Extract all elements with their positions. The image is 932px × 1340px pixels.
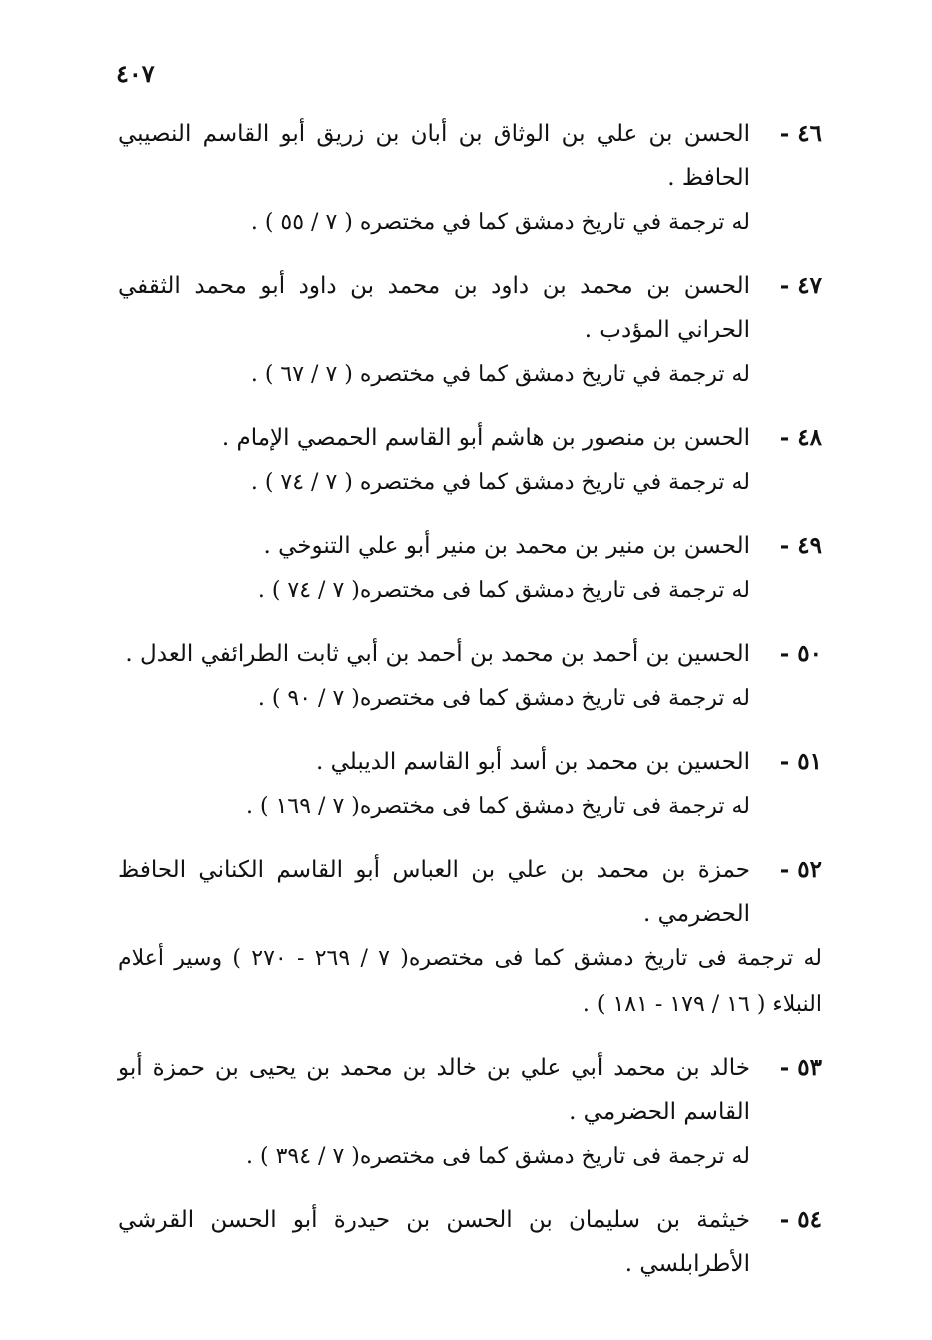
entry-reference: له ترجمة في تاريخ دمشق كما في مختصره ( ٧ / ٥٥ ) . <box>250 210 750 235</box>
entry-main <box>118 1046 822 1134</box>
entry-main <box>118 632 822 676</box>
entry-body <box>118 848 750 936</box>
biography-list <box>118 112 822 1304</box>
entry-main <box>118 524 822 568</box>
entry-body <box>118 524 750 568</box>
entry-reference: له ترجمة فى تاريخ دمشق كما فى مختصره( ٧ / ٣٩٤ ) . <box>246 1144 750 1169</box>
entry-body <box>118 264 750 352</box>
entry-number: ٥١ - <box>779 748 822 775</box>
entry-main <box>118 416 822 460</box>
entry-body <box>118 416 750 460</box>
entry-main <box>118 112 822 200</box>
entry-main <box>118 848 822 936</box>
biography-entry <box>118 524 822 614</box>
entry-reference: له ترجمة فى تاريخ دمشق كما فى مختصره( ٧ / ٢٦٩ - ٢٧٠ ) وسير أعلام النبلاء ( ١٦ / ١٧٩ - ١٨١ ) . <box>118 946 823 1017</box>
biography-entry <box>118 112 822 246</box>
entry-number: ٤٩ - <box>779 532 822 559</box>
biography-entry <box>118 632 822 722</box>
entry-body <box>118 632 750 676</box>
entry-number: ٤٦ - <box>779 120 822 147</box>
entry-name: خيثمة بن سليمان بن الحسن بن حيدرة أبو الحسن القرشي الأطرابلسي . <box>118 1207 750 1277</box>
biography-entry <box>118 416 822 506</box>
entry-reference: له ترجمة في تاريخ دمشق كما في مختصره ( ٧ / ٧٤ ) . <box>250 470 750 495</box>
entry-main <box>118 740 822 784</box>
entry-number: ٥٤ - <box>779 1206 822 1233</box>
entry-name: الحسن بن منير بن محمد بن منير أبو علي التنوخي . <box>263 533 750 559</box>
entry-name: الحسن بن محمد بن داود بن محمد بن داود أبو محمد الثقفي الحراني المؤدب . <box>118 273 750 343</box>
entry-name: الحسين بن أحمد بن محمد بن أحمد بن أبي ثابت الطرائفي العدل . <box>125 641 750 667</box>
entry-body <box>118 112 750 200</box>
entry-reference: له ترجمة في تاريخ دمشق كما في مختصره ( ٧ / ٦٧ ) . <box>250 362 750 387</box>
entry-number: ٤٨ - <box>779 424 822 451</box>
entry-reference: له ترجمة فى تاريخ دمشق كما فى مختصره( ٧ / ٩٠ ) . <box>257 686 750 711</box>
entry-number: ٥٠ - <box>779 640 822 667</box>
biography-entry <box>118 848 822 1028</box>
entry-name: حمزة بن محمد بن علي بن العباس أبو القاسم الكناني الحافظ الحضرمي . <box>118 857 750 927</box>
biography-entry <box>118 264 822 398</box>
entry-reference: له ترجمة فى تاريخ دمشق كما فى مختصره( ٧ / ٧٤ ) . <box>257 578 750 603</box>
entry-number: ٥٣ - <box>779 1054 822 1081</box>
entry-name: الحسين بن محمد بن أسد أبو القاسم الديبلي . <box>316 749 750 775</box>
entry-body <box>118 1046 750 1134</box>
entry-main <box>118 264 822 352</box>
entry-body <box>118 1198 750 1286</box>
entry-name: الحسن بن منصور بن هاشم أبو القاسم الحمصي الإمام . <box>221 425 750 451</box>
entry-reference: له ترجمة فى تاريخ دمشق كما فى مختصره( ٧ / ١٦٩ ) . <box>246 794 750 819</box>
entry-body <box>118 740 750 784</box>
entry-main <box>118 1198 822 1286</box>
entry-number: ٤٧ - <box>779 272 822 299</box>
entry-name: الحسن بن علي بن الوثاق بن أبان بن زريق أبو القاسم النصيبي الحافظ . <box>118 121 750 191</box>
entry-name: خالد بن محمد أبي علي بن خالد بن محمد بن يحيى بن حمزة أبو القاسم الحضرمي . <box>118 1055 750 1125</box>
biography-entry <box>118 740 822 830</box>
biography-entry <box>118 1046 822 1180</box>
biography-entry <box>118 1198 822 1286</box>
entry-number: ٥٢ - <box>779 856 822 883</box>
page-number: ٤٠٧ <box>116 59 155 88</box>
